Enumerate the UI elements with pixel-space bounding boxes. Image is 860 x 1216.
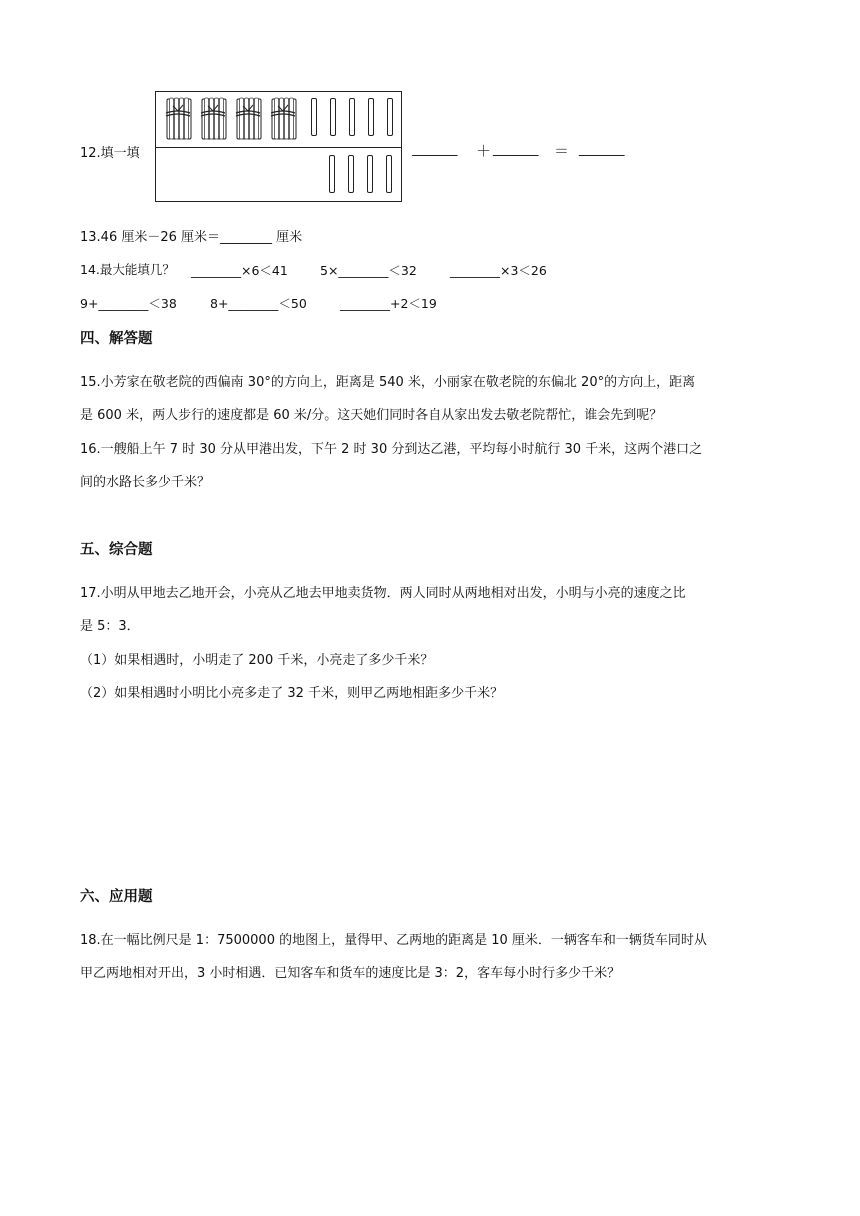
stick-bundle-icon bbox=[164, 96, 192, 142]
single-stick-icon bbox=[386, 155, 392, 193]
q12-blank-2[interactable]: _______ bbox=[493, 142, 539, 157]
q14-item-5: 8+________＜50 bbox=[210, 296, 307, 311]
q14-item-2: 5×________＜32 bbox=[320, 263, 417, 278]
section-heading-5: 五、综合题 bbox=[80, 542, 153, 558]
single-stick-icon bbox=[349, 98, 355, 136]
single-stick-icon bbox=[311, 98, 317, 136]
q17-sub-1: （1）如果相遇时，小明走了 200 千米，小亮走了多少千米？ bbox=[80, 653, 434, 668]
q14-item-1: ________×6＜41 bbox=[191, 263, 288, 278]
q12-blank-3[interactable]: _______ bbox=[579, 142, 625, 157]
stick-bundle-icon bbox=[234, 96, 262, 142]
q14-item-6: ________+2＜19 bbox=[340, 296, 437, 311]
single-stick-icon bbox=[348, 155, 354, 193]
section-heading-6: 六、应用题 bbox=[80, 889, 153, 905]
q13-text: 13.46 厘米－26 厘米＝________ 厘米 bbox=[80, 230, 303, 245]
equals-sign: ＝ bbox=[554, 142, 570, 160]
q17-line-2: 是 5：3． bbox=[80, 619, 140, 634]
figure-divider bbox=[156, 147, 401, 148]
stick-bundle-icon bbox=[269, 96, 297, 142]
q17-sub-2: （2）如果相遇时小明比小亮多走了 32 千米，则甲乙两地相距多少千米？ bbox=[80, 686, 504, 701]
single-stick-icon bbox=[387, 98, 393, 136]
stick-bundle-icon bbox=[199, 96, 227, 142]
plus-sign: ＋ bbox=[476, 142, 492, 160]
single-stick-icon bbox=[330, 98, 336, 136]
single-stick-icon bbox=[368, 98, 374, 136]
q12-label: 12.填一填 bbox=[80, 146, 140, 161]
q16-line-2: 间的水路长多少千米？ bbox=[80, 475, 211, 490]
q15-line-1: 15.小芳家在敬老院的西偏南 30°的方向上，距离是 540 米，小丽家在敬老院的东偏北 20°的方向上，距离 bbox=[80, 375, 696, 390]
q14-item-3: ________×3＜26 bbox=[450, 263, 547, 278]
q16-line-1: 16.一艘船上午 7 时 30 分从甲港出发，下午 2 时 30 分到达乙港，平均每小时航行 30 千米，这两个港口之 bbox=[80, 442, 703, 457]
q18-line-2: 甲乙两地相对开出，3 小时相遇．已知客车和货车的速度比是 3：2，客车每小时行多少千米？ bbox=[80, 966, 621, 981]
q14-label: 14.最大能填几？ bbox=[80, 262, 175, 277]
single-stick-icon bbox=[367, 155, 373, 193]
section-heading-4: 四、解答题 bbox=[80, 331, 153, 347]
q18-line-1: 18.在一幅比例尺是 1：7500000 的地图上，量得甲、乙两地的距离是 10 厘米．一辆客车和一辆货车同时从 bbox=[80, 933, 707, 948]
q12-blank-1[interactable]: _______ bbox=[412, 142, 458, 157]
single-stick-icon bbox=[329, 155, 335, 193]
q15-line-2: 是 600 米，两人步行的速度都是 60 米/分。这天她们同时各自从家出发去敬老院帮忙，谁会先到呢？ bbox=[80, 408, 663, 423]
counting-sticks-figure bbox=[155, 91, 402, 202]
q17-line-1: 17.小明从甲地去乙地开会，小亮从乙地去甲地卖货物．两人同时从两地相对出发，小明与小亮的速度之比 bbox=[80, 586, 686, 601]
q14-item-4: 9+________＜38 bbox=[80, 296, 177, 311]
